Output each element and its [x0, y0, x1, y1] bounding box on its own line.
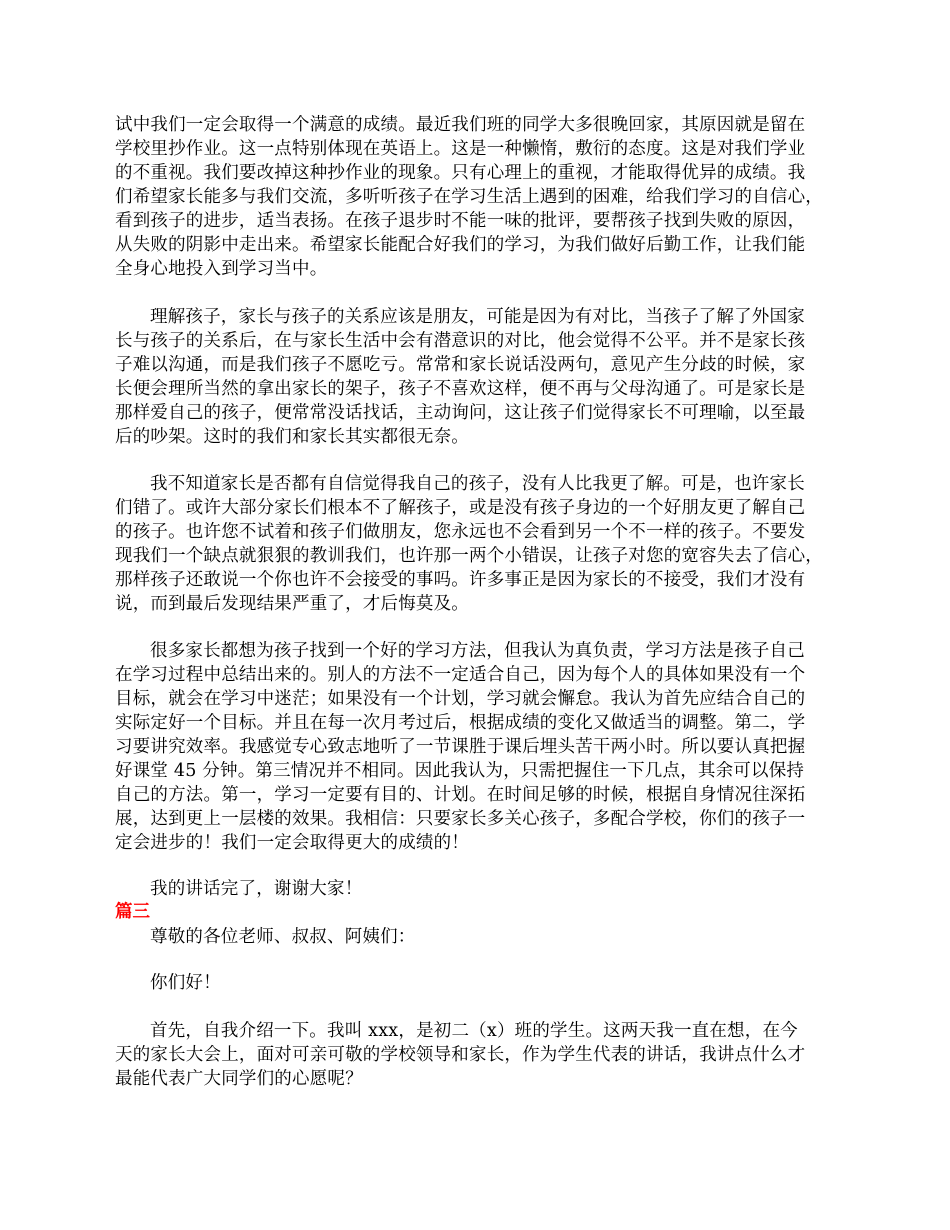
text-line: 从失败的阴影中走出来。希望家长能配合好我们的学习，为我们做好后勤工作，让我们能 [115, 235, 806, 255]
text-line: 们希望家长能多与我们交流，多听听孩子在学习生活上遇到的困难，给我们学习的自信心， [115, 187, 823, 207]
text-line: 的不重视。我们要改掉这种抄作业的现象。只有心理上的重视，才能取得优异的成绩。我 [115, 163, 806, 183]
text-line: 我的讲话完了，谢谢大家！ [150, 879, 363, 899]
text-line: 那样孩子还敢说一个你也许不会接受的事吗。许多事正是因为家长的不接受，我们才没有 [115, 570, 806, 590]
text-line: 后的吵架。这时的我们和家长其实都很无奈。 [115, 427, 469, 447]
text-line: 首先，自我介绍一下。我叫 xxx，是初二（x）班的学生。这两天我一直在想，在今 [150, 1021, 798, 1041]
text-line: 定会进步的！我们一定会取得更大的成绩的！ [115, 833, 469, 853]
text-line: 看到孩子的进步，适当表扬。在孩子退步时不能一味的批评，要帮孩子找到失败的原因， [115, 211, 806, 231]
text-line: 学校里抄作业。这一点特别体现在英语上。这是一种懒惰，敷衍的态度。这是对我们学业 [115, 139, 806, 159]
text-line: 长与孩子的关系后，在与家长生活中会有潜意识的对比，他会觉得不公平。并不是家长孩 [115, 331, 806, 351]
text-line: 实际定好一个目标。并且在每一次月考过后，根据成绩的变化又做适当的调整。第二，学 [115, 713, 806, 733]
text-line: 全身心地投入到学习当中。 [115, 259, 328, 279]
text-line: 现我们一个缺点就狠狠的教训我们，也许那一两个小错误，让孩子对您的宽容失去了信心， [115, 546, 823, 566]
text-line: 自己的方法。第一，学习一定要有目的、计划。在时间足够的时候，根据自身情况往深拓 [115, 785, 806, 805]
text-line: 最能代表广大同学们的心愿呢？ [115, 1069, 363, 1089]
text-line: 天的家长大会上，面对可亲可敬的学校领导和家长，作为学生代表的讲话，我讲点什么才 [115, 1045, 806, 1065]
text-line: 那样爱自己的孩子，便常常没话找话，主动询问，这让孩子们觉得家长不可理喻，以至最 [115, 403, 806, 423]
text-line: 我不知道家长是否都有自信觉得我自己的孩子，没有人比我更了解。可是，也许家长 [150, 474, 805, 494]
text-line: 展，达到更上一层楼的效果。我相信：只要家长多关心孩子，多配合学校，你们的孩子一 [115, 809, 806, 829]
text-line: 目标，就会在学习中迷茫；如果没有一个计划，学习就会懈怠。我认为首先应结合自己的 [115, 689, 806, 709]
text-line: 习要讲究效率。我感觉专心致志地听了一节课胜于课后埋头苦干两小时。所以要认真把握 [115, 737, 806, 757]
text-line: 们错了。或许大部分家长们根本不了解孩子，或是没有孩子身边的一个好朋友更了解自己 [115, 498, 806, 518]
text-line: 的孩子。也许您不试着和孩子们做朋友，您永远也不会看到另一个不一样的孩子。不要发 [115, 522, 806, 542]
text-line: 好课堂 45 分钟。第三情况并不相同。因此我认为，只需把握住一下几点，其余可以保持 [115, 761, 805, 781]
text-line: 子难以沟通，而是我们孩子不愿吃亏。常常和家长说话没两句，意见产生分歧的时候，家 [115, 355, 806, 375]
text-line: 试中我们一定会取得一个满意的成绩。最近我们班的同学大多很晚回家，其原因就是留在 [115, 115, 806, 135]
text-line: 在学习过程中总结出来的。别人的方法不一定适合自己，因为每个人的具体如果没有一个 [115, 665, 806, 685]
text-line: 很多家长都想为孩子找到一个好的学习方法，但我认为真负责，学习方法是孩子自己 [150, 641, 805, 661]
text-line: 说，而到最后发现结果严重了，才后悔莫及。 [115, 594, 469, 614]
text-line: 理解孩子，家长与孩子的关系应该是朋友，可能是因为有对比，当孩子了解了外国家 [150, 307, 805, 327]
greeting: 你们好！ [150, 973, 221, 993]
text-line: 长便会理所当然的拿出家长的架子，孩子不喜欢这样，便不再与父母沟通了。可是家长是 [115, 379, 806, 399]
salutation: 尊敬的各位老师、叔叔、阿姨们： [150, 927, 416, 947]
section-title: 篇三 [115, 902, 150, 922]
